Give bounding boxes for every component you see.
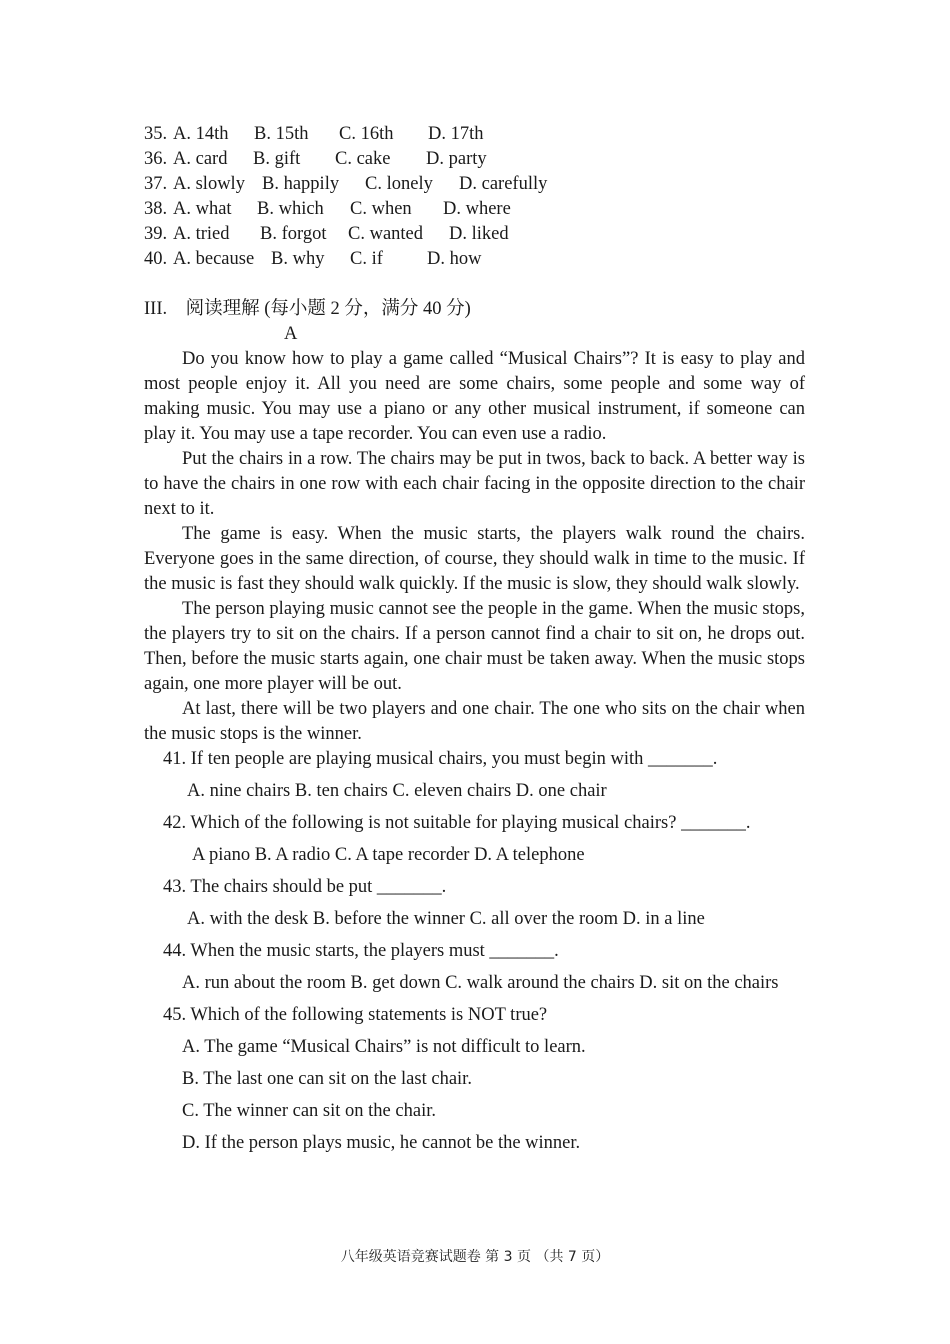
- question-number: 36.: [144, 149, 168, 169]
- answer-choice: B. The last one can sit on the last chair.: [182, 1069, 472, 1089]
- question-43: [144, 875, 805, 932]
- option-b: B. which: [257, 199, 324, 219]
- option-a: A. card: [173, 149, 228, 169]
- option-row-37: [144, 172, 805, 197]
- option-b: B. happily: [262, 174, 340, 194]
- option-d: D. liked: [449, 224, 509, 244]
- option-c: C. if: [350, 249, 383, 269]
- option-a: A. what: [173, 199, 232, 219]
- passage-paragraph: At last, there will be two players and one chair. The one who sits on the chair when the music stops is the winner.: [144, 699, 805, 744]
- passage-paragraph: The person playing music cannot see the people in the game. When the music stops, the players try to sit on the chairs. If a person cannot find a chair to sit on, he drops out. Then, before the music starts again, one chair must be taken away. When the music stops again, one more player will be out.: [144, 599, 805, 694]
- option-c: C. wanted: [348, 224, 424, 244]
- option-b: B. forgot: [260, 224, 327, 244]
- answer-choices: A. run about the room B. get down C. walk around the chairs D. sit on the chairs: [182, 973, 779, 993]
- answer-choice: D. If the person plays music, he cannot be the winner.: [182, 1133, 581, 1153]
- option-c: C. lonely: [365, 174, 433, 194]
- option-c: C. cake: [335, 149, 391, 169]
- answer-choices: A. with the desk B. before the winner C. all over the room D. in a line: [187, 909, 705, 929]
- question-number: 38.: [144, 199, 168, 219]
- question-text: 45. Which of the following statements is NOT true?: [163, 1005, 548, 1025]
- question-45: [144, 1003, 805, 1156]
- reading-passage: [144, 347, 805, 747]
- answer-choices: A. nine chairs B. ten chairs C. eleven chairs D. one chair: [187, 781, 607, 801]
- question-text: 43. The chairs should be put _______.: [163, 877, 447, 897]
- question-number: 35.: [144, 124, 168, 144]
- question-text: 44. When the music starts, the players must _______.: [163, 941, 559, 961]
- question-number: 40.: [144, 249, 168, 269]
- question-42: [144, 811, 805, 868]
- option-c: C. when: [350, 199, 412, 219]
- option-row-35: [144, 122, 805, 147]
- cloze-options: [144, 122, 805, 272]
- option-b: B. gift: [253, 149, 301, 169]
- option-row-36: [144, 147, 805, 172]
- option-a: A. slowly: [173, 174, 245, 194]
- option-d: D. how: [427, 249, 482, 269]
- option-d: D. where: [443, 199, 511, 219]
- option-b: B. why: [271, 249, 325, 269]
- passage-paragraph: Do you know how to play a game called “Musical Chairs”? It is easy to play and most people enjoy it. All you need are some chairs, some people and some way of making music. You may use a piano or any other musical instrument, if someone can play it. You may use a tape recorder. You can even use a radio.: [144, 349, 805, 444]
- passage-paragraph: Put the chairs in a row. The chairs may be put in twos, back to back. A better way is to have the chairs in one row with each chair facing in the opposite direction to the chair next to it.: [144, 449, 805, 519]
- question-number: 39.: [144, 224, 168, 244]
- question-number: 37.: [144, 174, 168, 194]
- question-44: [144, 939, 805, 996]
- option-b: B. 15th: [254, 124, 309, 144]
- option-row-38: [144, 197, 805, 222]
- option-row-40: [144, 247, 805, 272]
- option-d: D. carefully: [459, 174, 548, 194]
- option-a: A. tried: [173, 224, 230, 244]
- section-heading: III. 阅读理解 (每小题 2 分，满分 40 分): [144, 299, 471, 319]
- question-text: 42. Which of the following is not suitable for playing musical chairs? _______.: [163, 813, 751, 833]
- passage-paragraph: The game is easy. When the music starts, the players walk round the chairs. Everyone goes in the same direction, of course, they should walk in time to the music. If the music is fast they should walk quickly. If the music is slow, they should walk slowly.: [144, 524, 805, 594]
- answer-choice: C. The winner can sit on the chair.: [182, 1101, 436, 1121]
- question-text: 41. If ten people are playing musical chairs, you must begin with _______.: [163, 749, 718, 769]
- page-footer: 八年级英语竞赛试题卷 第 3 页 （共 7 页）: [340, 1249, 610, 1265]
- question-list: [144, 747, 805, 1156]
- option-d: D. 17th: [428, 124, 484, 144]
- option-row-39: [144, 222, 805, 247]
- exam-page: [144, 122, 805, 1163]
- option-a: A. 14th: [173, 124, 229, 144]
- option-a: A. because: [173, 249, 255, 269]
- passage-label: A: [284, 324, 298, 344]
- answer-choice: A. The game “Musical Chairs” is not difficult to learn.: [182, 1037, 586, 1057]
- option-d: D. party: [426, 149, 487, 169]
- option-c: C. 16th: [339, 124, 394, 144]
- answer-choices: A piano B. A radio C. A tape recorder D. A telephone: [192, 845, 585, 865]
- question-41: [144, 747, 805, 804]
